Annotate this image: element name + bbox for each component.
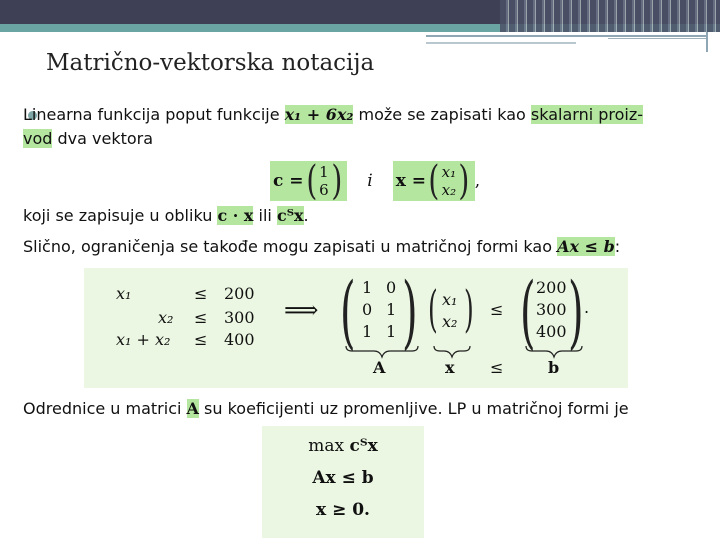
vector-c xyxy=(270,158,347,204)
formula: x₁ + 6x₂ xyxy=(284,105,354,124)
text: : xyxy=(614,237,621,256)
decor-line xyxy=(706,32,708,52)
text: dva vektora xyxy=(52,129,154,148)
inequality-op: ≤ xyxy=(490,300,504,319)
lp-max: max xyxy=(308,436,345,456)
decor-line xyxy=(426,42,576,44)
constraint-op: ≤ xyxy=(194,308,208,327)
constraint-rhs: 400 xyxy=(224,330,255,349)
decor-line xyxy=(608,38,708,39)
vector-value: x₁ xyxy=(441,163,457,181)
text: Slično, ograničenja se takođe mogu zapisati u matričnoj formi kao xyxy=(23,237,558,256)
slide-title: Matrično-vektorska notacija xyxy=(46,50,375,76)
highlight-term: skalarni proiz- xyxy=(530,105,644,124)
underbrace-a xyxy=(346,346,418,357)
vector-x-cell: x₁ xyxy=(442,290,458,309)
period: . xyxy=(584,298,590,317)
vector-definitions xyxy=(270,160,480,202)
matrix-a-cell: 0 xyxy=(386,278,397,297)
text: ili xyxy=(253,206,277,225)
formula: cᵀx xyxy=(276,206,304,225)
text: su koeficijenti uz promenljive. LP u matričnoj formi je xyxy=(198,399,629,418)
paren-right: ) xyxy=(458,158,470,204)
constraint-lhs: x₂ xyxy=(158,308,174,327)
top-bar-pattern xyxy=(500,0,720,32)
text: može se zapisati kao xyxy=(353,105,531,124)
matrix-a-cell: 1 xyxy=(362,322,373,341)
vector-c-values xyxy=(319,163,329,199)
vector-b-cell: 200 xyxy=(536,278,567,297)
vector-c-label: c = xyxy=(273,171,304,191)
paren-right: ) xyxy=(402,265,418,358)
formula: A xyxy=(186,399,199,418)
vector-b-cell: 400 xyxy=(536,322,567,341)
text: Odrednice u matrici xyxy=(23,399,187,418)
constraint-op: ≤ xyxy=(194,284,208,303)
lp-matrix-form-box xyxy=(262,426,424,538)
paren-left: ( xyxy=(520,265,536,358)
underbrace-x xyxy=(434,346,470,357)
matrix-a-cell: 0 xyxy=(362,300,373,319)
conjunction: i xyxy=(367,171,373,191)
paragraph-2 xyxy=(23,205,309,227)
lp-objective xyxy=(262,436,424,456)
constraints-math-box xyxy=(84,265,628,388)
paren-right: ) xyxy=(568,265,584,358)
paragraph-3 xyxy=(23,236,620,258)
lp-constraint: Ax ≤ b xyxy=(312,468,374,488)
implies-arrow-icon: ⟹ xyxy=(284,296,319,324)
paren-left: ( xyxy=(305,158,317,204)
vector-x-label: x = xyxy=(395,171,427,191)
constraint-lhs: x₁ + x₂ xyxy=(116,330,171,349)
constraint-lhs: x₁ xyxy=(116,284,132,303)
formula: c · x xyxy=(217,206,254,225)
constraint-op: ≤ xyxy=(194,330,208,349)
constraint-rhs: 200 xyxy=(224,284,255,303)
paren-left: ( xyxy=(428,158,440,204)
matrix-a-cell: 1 xyxy=(362,278,373,297)
paren-right: ) xyxy=(464,280,474,338)
paragraph-1-line-1 xyxy=(23,104,643,126)
label-x: x xyxy=(445,358,455,377)
formula: Ax ≤ b xyxy=(557,237,615,256)
text: koji se zapisuje u obliku xyxy=(23,206,218,225)
label-a: A xyxy=(373,358,386,377)
matrix-a-cell: 1 xyxy=(386,322,397,341)
vector-x-cell: x₂ xyxy=(442,312,458,331)
vector-b-cell: 300 xyxy=(536,300,567,319)
highlight-term: vod xyxy=(23,129,53,148)
lp-nonnegativity: x ≥ 0. xyxy=(316,500,370,520)
vector-trail: , xyxy=(474,171,481,191)
vector-x-values xyxy=(442,163,456,199)
underbrace-b xyxy=(526,346,582,357)
paren-left: ( xyxy=(428,280,438,338)
vector-x xyxy=(393,158,475,204)
paragraph-4 xyxy=(23,398,629,420)
decor-line xyxy=(426,35,708,37)
text: Linearna funkcija poput funkcije xyxy=(23,105,285,124)
paragraph-1-line-2 xyxy=(23,128,153,150)
text: . xyxy=(303,206,309,225)
paren-left: ( xyxy=(340,265,356,358)
lp-objective-expr: cᵀx xyxy=(349,436,378,456)
paren-right: ) xyxy=(331,158,342,204)
vector-value: x₂ xyxy=(441,181,457,199)
matrix-a-cell: 1 xyxy=(386,300,397,319)
constraint-rhs: 300 xyxy=(224,308,255,327)
underbraces xyxy=(84,265,628,388)
label-b: b xyxy=(548,358,560,377)
vector-value: 6 xyxy=(319,181,329,199)
vector-value: 1 xyxy=(319,163,329,181)
label-op: ≤ xyxy=(490,358,504,377)
